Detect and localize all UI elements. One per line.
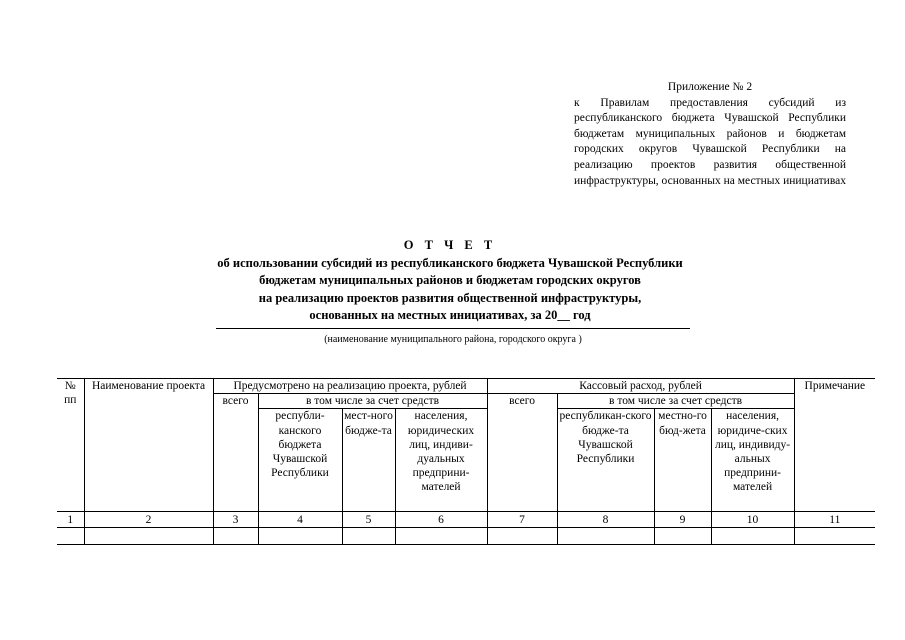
table-cell [557,528,654,545]
header-cash-total: всего [487,394,557,512]
header-planned-population: населения, юридических лиц, индиви-дуальных предприни-мателей [395,409,487,512]
table-cell [258,528,342,545]
municipality-name-hint: (наименование муниципального района, городского округа ) [324,334,582,345]
table-cell [213,528,258,545]
table-cell [57,528,84,545]
report-heading: О Т Ч Е Т [403,238,497,252]
appendix-block [574,80,846,189]
table-cell [711,528,794,545]
table-cell [794,528,875,545]
table-row [57,528,875,545]
table-cell [84,528,213,545]
table-cell [395,528,487,545]
header-number: № пп [57,379,84,512]
header-note: Примечание [794,379,875,512]
column-number-cell: 11 [794,512,875,528]
column-number-cell: 7 [487,512,557,528]
column-number-cell: 8 [557,512,654,528]
column-number-cell: 6 [395,512,487,528]
appendix-text: к Правилам предоставления субсидий из республиканского бюджета Чувашской Республики бюджетам муниципальных районов и бюджетам городских округов Чувашской Республики на реализацию проектов развития общественной инфраструктуры, основанных на местных инициативах [574,96,846,187]
column-number-cell: 4 [258,512,342,528]
header-planned-republic: республи-канского бюджета Чувашской Республики [258,409,342,512]
appendix-title: Приложение № 2 [667,81,753,93]
header-cash-republic: республикан-ского бюдже-та Чувашской Республики [557,409,654,512]
report-line: на реализацию проектов развития общественной инфраструктуры, [258,290,642,305]
report-line: бюджетам муниципальных районов и бюджетам городских округов [259,273,641,287]
header-cash-expense: Кассовый расход, рублей [487,379,794,394]
column-number-cell: 5 [342,512,395,528]
column-number-cell: 10 [711,512,794,528]
header-project-name: Наименование проекта [84,379,213,512]
header-planned-local: мест-ного бюдже-та [342,409,395,512]
header-planned-total: всего [213,394,258,512]
header-cash-including: в том числе за счет средств [557,394,794,409]
header-cash-population: населения, юридиче-ских лиц, индивиду-альных предприни-мателей [711,409,794,512]
header-cash-local: местно-го бюд-жета [654,409,711,512]
column-number-cell: 1 [57,512,84,528]
municipality-name-line [216,328,690,329]
header-planned: Предусмотрено на реализацию проекта, рублей [213,379,487,394]
column-number-cell: 9 [654,512,711,528]
table-cell [654,528,711,545]
report-table [57,378,875,545]
table-cell [342,528,395,545]
report-line: основанных на местных инициативах, за 20__ год [309,308,591,322]
table-cell [487,528,557,545]
report-title [150,237,750,325]
column-number-cell: 2 [84,512,213,528]
column-number-cell: 3 [213,512,258,528]
report-line: об использовании субсидий из республиканского бюджета Чувашской Республики [217,255,683,270]
header-planned-including: в том числе за счет средств [258,394,487,409]
